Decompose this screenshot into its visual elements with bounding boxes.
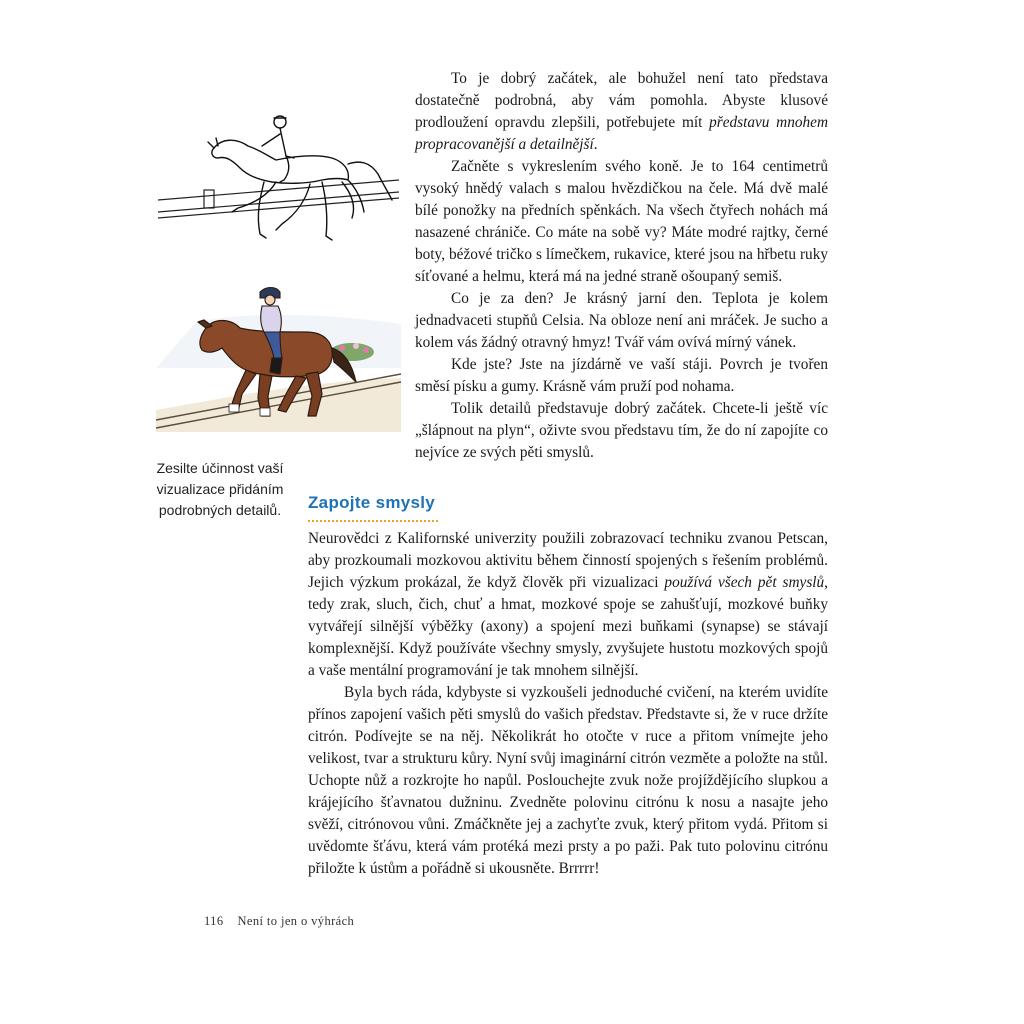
running-title: Není to jen o výhrách	[237, 914, 355, 928]
heading-dotted-rule	[308, 520, 438, 522]
intro-paragraph-3: Co je za den? Je krásný jarní den. Teplota je kolem jednadvaceti stupňů Celsia. Na obloze není ani mráček. Je sucho a kolem vás žádný otravný hmyz! Tvář vám ovívá mírný vánek.	[415, 290, 828, 351]
page-footer	[204, 914, 354, 929]
body-text	[308, 528, 828, 880]
intro-p1-end: .	[593, 136, 598, 153]
horse-sketch-illustration	[156, 108, 401, 248]
horse-color-illustration	[156, 282, 401, 432]
body-p1-end: , tedy zrak, sluch, čich, chuť a hmat, mozkové spoje se zahušťují, mozkové buňky vytvářejí silnější výběžky (axony) a spojení mezi buňkami (synapse) se stávají komplexnější. Když používáte všechny smysly, zvyšujete hustotu mozkových spojů a vaše mentální programování je tak mnohem silnější.	[308, 574, 828, 679]
body-paragraph-2: Byla bych ráda, kdybyste si vyzkoušeli jednoduché cvičení, na kterém uvidíte přínos zapojení vašich pěti smyslů do vašich představ. Představte si, že v ruce držíte citrón. Podívejte se na něj. Několikrát ho otočte v ruce a přitom vnímejte jeho velikost, tvar a strukturu kůry. Nyní svůj imaginární citrón vezměte a položte na stůl. Uchopte nůž a rozkrojte ho napůl. Poslouchejte zvuk nože projíždějícího slupkou a krájejícího šťavnatou dužninu. Zvedněte polovinu citrónu k nosu a nasajte jeho svěží, citrónovou vůni. Zmáčkněte jej a zachyťte zvuk, který přitom vydá. Přitom si uvědomte šťávu, která vám protéká mezi prsty a po paži. Pak tuto polovinu citrónu přiložte k ústům a pořádně si ukousněte. Brrrrr!	[308, 684, 828, 877]
page-number: 116	[204, 914, 224, 928]
intro-paragraph-4: Kde jste? Jste na jízdárně ve vaší stáji. Povrch je tvořen směsí písku a gumy. Krásně vám pruží pod nohama.	[415, 356, 828, 395]
intro-paragraph-1	[415, 68, 828, 156]
body-p1-emphasis: používá všech pět smyslů	[664, 574, 825, 591]
body-p1-text: Neurovědci z Kalifornské univerzity použili zobrazovací techniku zvanou Petscan, aby prozkoumali mozkovou aktivitu během činností spojených s řešením problémů. Jejich výzkum prokázal, že když člověk při vizualizaci	[308, 530, 828, 591]
intro-paragraph-2: Začněte s vykreslením svého koně. Je to 164 centimetrů vysoký hnědý valach s malou hvězdičkou na čele. Má dvě malé bílé ponožky na předních spěnkách. Na všech čtyřech nohách má nasazené chrániče. Co máte na sobě vy? Máte modré rajtky, černé boty, béžové tričko s límečkem, rukavice, které jsou na hřbetu ruky síťované a helmu, která má na jedné straně ošoupaný semiš.	[415, 158, 828, 285]
intro-text	[415, 68, 828, 464]
section-heading: Zapojte smysly	[308, 493, 436, 512]
body-paragraph-1	[308, 528, 828, 682]
intro-p1-emphasis: představu mnohem propracovanější a detailnější	[415, 114, 828, 153]
intro-paragraph-5: Tolik detailů představuje dobrý začátek. Chcete-li ještě víc „šlápnout na plyn“, oživte svou představu tím, že do ní zapojíte co nejvíce ze svých pěti smyslů.	[415, 400, 828, 461]
intro-p1-text: To je dobrý začátek, ale bohužel není tato představa dostatečně podrobná, aby vám pomohla. Abyste klusové prodloužení opravdu zlepšili, potřebujete mít	[415, 70, 828, 131]
figure-caption: Zesilte účinnost vaší vizualizace přidáním podrobných detailů.	[156, 460, 284, 518]
